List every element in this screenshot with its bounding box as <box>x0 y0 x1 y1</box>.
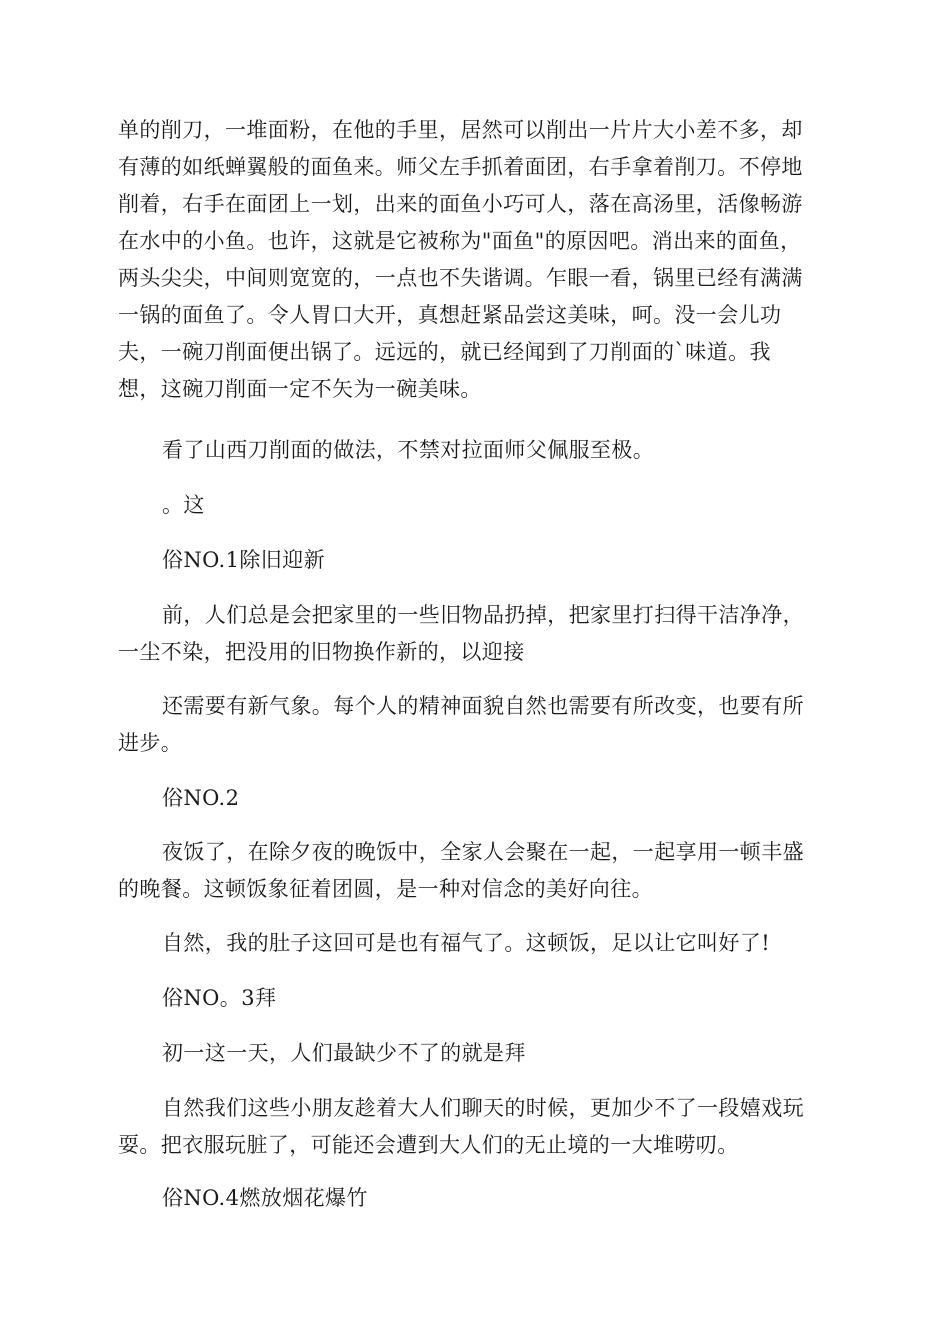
paragraph-line: 前，人们总是会把家里的一些旧物品扔掉，把家里打扫得干洁净净， <box>162 603 804 627</box>
paragraph-line: 削着，右手在面团上一划，出来的面鱼小巧可人，落在高汤里，活像畅游 <box>118 192 803 216</box>
section-heading-4 <box>118 1180 834 1217</box>
paragraph-line: 有薄的如纸蝉翼般的面鱼来。师父左手抓着面团，右手拿着削刀。不停地 <box>118 155 803 179</box>
paragraph-line: 夫，一碗刀削面便出锅了。远远的，就已经闻到了刀削面的`味道。我 <box>118 340 771 364</box>
paragraph-8 <box>118 834 834 908</box>
section-heading-text: 俗NO.4燃放烟花爆竹 <box>162 1186 368 1210</box>
section-heading-1 <box>118 542 834 579</box>
paragraph-line: 初一这一天，人们最缺少不了的就是拜 <box>162 1041 526 1065</box>
paragraph-11 <box>118 1035 834 1072</box>
paragraph-line: 自然，我的肚子这回可是也有福气了。这顿饭，足以让它叫好了! <box>162 931 771 955</box>
paragraph-5 <box>118 597 834 671</box>
paragraph-9 <box>118 925 834 962</box>
paragraph-line: 。这 <box>162 493 205 517</box>
paragraph-12 <box>118 1090 834 1164</box>
paragraph-6 <box>118 688 834 762</box>
section-heading-2 <box>118 780 834 817</box>
paragraph-3 <box>118 487 834 524</box>
paragraph-line: 在水中的小鱼。也许，这就是它被称为"面鱼"的原因吧。消出来的面鱼， <box>118 229 802 253</box>
paragraph-line: 还需要有新气象。每个人的精神面貌自然也需要有所改变，也要有所 <box>162 694 804 718</box>
paragraph-line: 一锅的面鱼了。令人胃口大开，真想赶紧品尝这美味，呵。没一会儿功 <box>118 303 782 327</box>
paragraph-line: 两头尖尖，中间则宽宽的，一点也不失谐调。乍眼一看，锅里已经有满满 <box>118 266 803 290</box>
paragraph-line: 进步。 <box>118 731 183 755</box>
section-heading-3 <box>118 980 834 1017</box>
paragraph-2 <box>118 432 834 469</box>
paragraph-1 <box>118 112 834 408</box>
paragraph-line: 的晚餐。这顿饭象征着团圆，是一种对信念的美好向往。 <box>118 877 653 901</box>
section-heading-text: 俗NO。3拜 <box>162 986 277 1010</box>
section-heading-text: 俗NO.2 <box>162 786 240 810</box>
paragraph-line: 看了山西刀削面的做法，不禁对拉面师父佩服至极。 <box>162 438 655 462</box>
paragraph-line: 单的削刀，一堆面粉，在他的手里，居然可以削出一片片大小差不多，却 <box>118 118 803 142</box>
section-heading-text: 俗NO.1除旧迎新 <box>162 548 325 572</box>
paragraph-line: 想，这碗刀削面一定不矢为一碗美味。 <box>118 377 482 401</box>
paragraph-line: 夜饭了，在除夕夜的晚饭中，全家人会聚在一起，一起享用一顿丰盛 <box>162 840 804 864</box>
paragraph-line: 耍。把衣服玩脏了，可能还会遭到大人们的无止境的一大堆唠叨。 <box>118 1133 739 1157</box>
paragraph-line: 自然我们这些小朋友趁着大人们聊天的时候，更加少不了一段嬉戏玩 <box>162 1096 804 1120</box>
paragraph-line: 一尘不染，把没用的旧物换作新的，以迎接 <box>118 640 525 664</box>
